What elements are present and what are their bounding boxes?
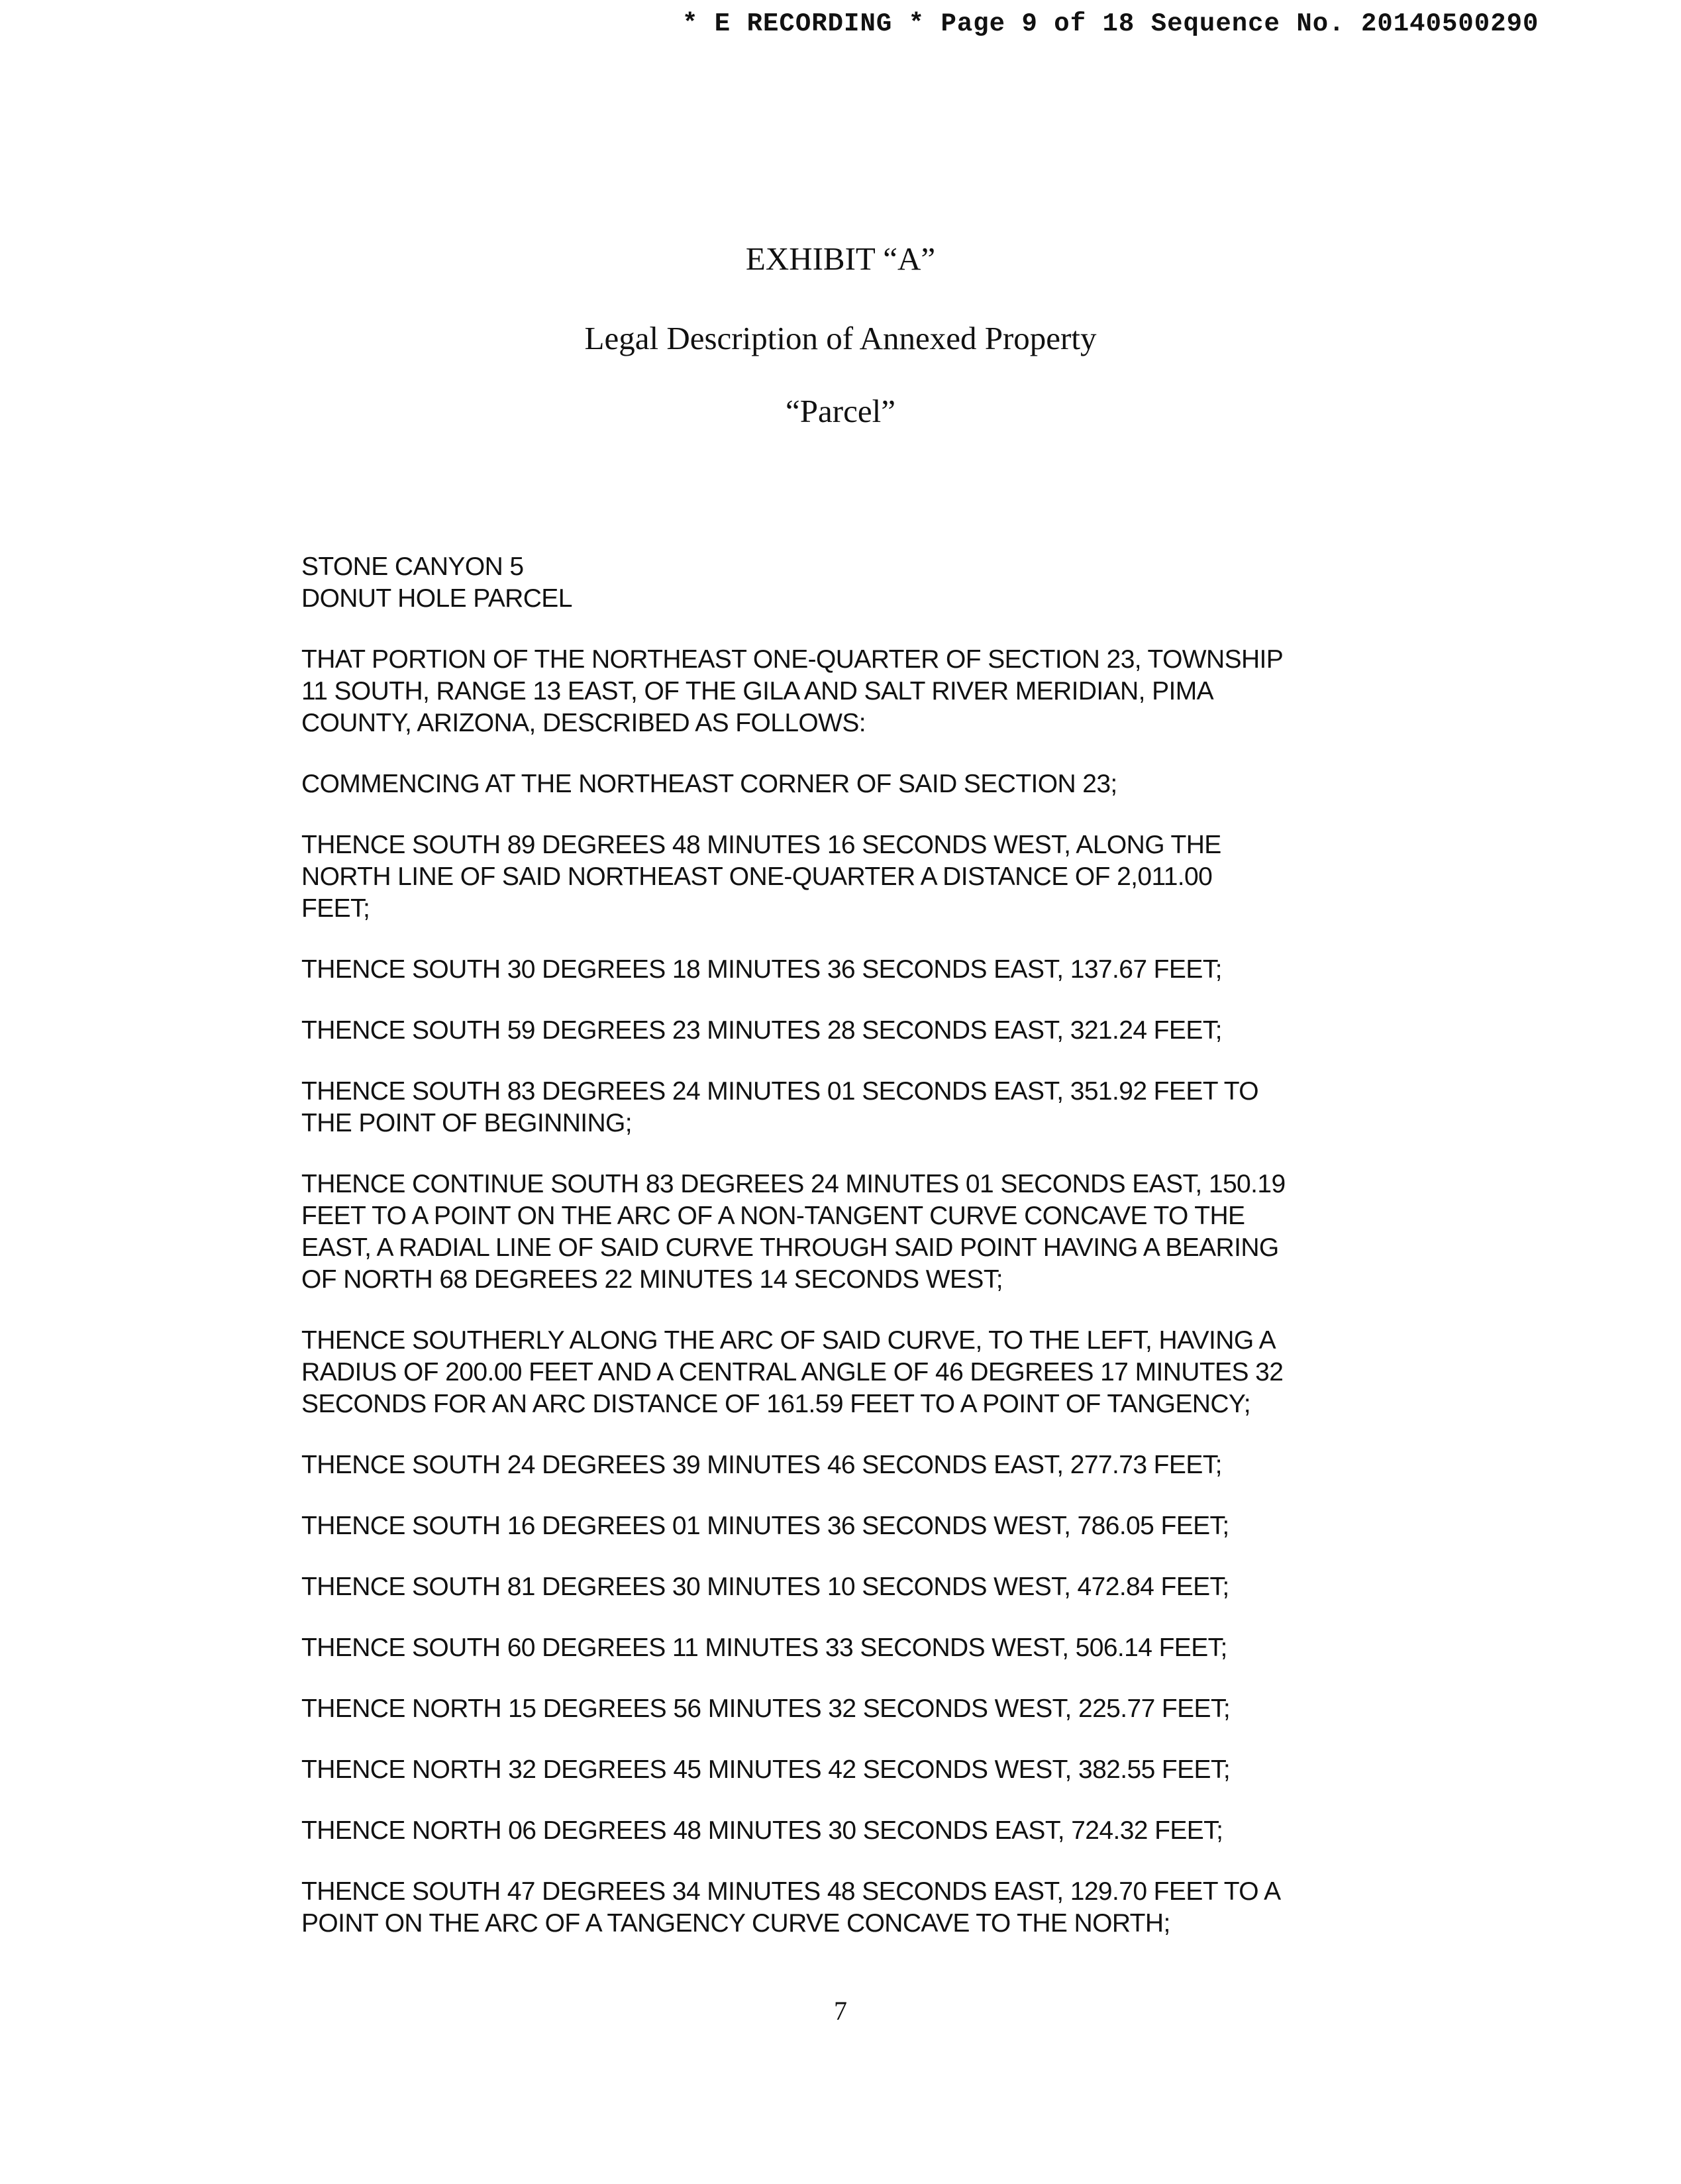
paragraph-1: THAT PORTION OF THE NORTHEAST ONE-QUARTER OF SECTION 23, TOWNSHIP 11 SOUTH, RANGE 13 EAST, OF THE GILA AND SALT RIVER MERIDIAN, PIMA COUNTY, ARIZONA, DESCRIBED AS FOLLOWS: xyxy=(301,645,1284,737)
page-number: 7 xyxy=(834,1996,847,2026)
exhibit-subtitle: Legal Description of Annexed Property xyxy=(584,320,1097,356)
paragraph-15: THENCE NORTH 06 DEGREES 48 MINUTES 30 SECONDS EAST, 724.32 FEET; xyxy=(301,1816,1223,1845)
parcel-name-line-1: STONE CANYON 5 xyxy=(301,552,524,581)
paragraph-14: THENCE NORTH 32 DEGREES 45 MINUTES 42 SECONDS WEST, 382.55 FEET; xyxy=(301,1755,1231,1784)
parcel-name-line-2: DONUT HOLE PARCEL xyxy=(301,584,572,613)
paragraph-12: THENCE SOUTH 60 DEGREES 11 MINUTES 33 SECONDS WEST, 506.14 FEET; xyxy=(301,1634,1227,1662)
exhibit-parcel-label: “Parcel” xyxy=(786,393,895,429)
paragraph-2: COMMENCING AT THE NORTHEAST CORNER OF SAID SECTION 23; xyxy=(301,770,1117,798)
paragraph-13: THENCE NORTH 15 DEGREES 56 MINUTES 32 SECONDS WEST, 225.77 FEET; xyxy=(301,1694,1231,1723)
paragraph-9: THENCE SOUTH 24 DEGREES 39 MINUTES 46 SECONDS EAST, 277.73 FEET; xyxy=(301,1451,1222,1479)
exhibit-title: EXHIBIT “A” xyxy=(745,240,936,277)
paragraph-8: THENCE SOUTHERLY ALONG THE ARC OF SAID CURVE, TO THE LEFT, HAVING A RADIUS OF 200.00 FEET AND A CENTRAL ANGLE OF 46 DEGREES 17 MINUTES 32 SECONDS FOR AN ARC DISTANCE OF 161.59 FEET TO A POINT OF TANGENCY; xyxy=(301,1326,1284,1418)
paragraph-5: THENCE SOUTH 59 DEGREES 23 MINUTES 28 SECONDS EAST, 321.24 FEET; xyxy=(301,1016,1222,1045)
paragraph-4: THENCE SOUTH 30 DEGREES 18 MINUTES 36 SECONDS EAST, 137.67 FEET; xyxy=(301,955,1222,984)
paragraph-16: THENCE SOUTH 47 DEGREES 34 MINUTES 48 SECONDS EAST, 129.70 FEET TO A POINT ON THE ARC OF A TANGENCY CURVE CONCAVE TO THE NORTH; xyxy=(301,1877,1281,1938)
paragraph-10: THENCE SOUTH 16 DEGREES 01 MINUTES 36 SECONDS WEST, 786.05 FEET; xyxy=(301,1512,1229,1540)
recording-header: * E RECORDING * Page 9 of 18 Sequence No. 20140500290 xyxy=(682,9,1539,38)
parcel-name xyxy=(301,551,1374,615)
paragraph-7: THENCE CONTINUE SOUTH 83 DEGREES 24 MINUTES 01 SECONDS EAST, 150.19 FEET TO A POINT ON THE ARC OF A NON-TANGENT CURVE CONCAVE TO THE EAST, A RADIAL LINE OF SAID CURVE THROUGH SAID POINT HAVING A BEARING OF NORTH 68 DEGREES 22 MINUTES 14 SECONDS WEST; xyxy=(301,1170,1286,1294)
paragraph-6: THENCE SOUTH 83 DEGREES 24 MINUTES 01 SECONDS EAST, 351.92 FEET TO THE POINT OF BEGINNING; xyxy=(301,1077,1259,1137)
paragraph-11: THENCE SOUTH 81 DEGREES 30 MINUTES 10 SECONDS WEST, 472.84 FEET; xyxy=(301,1573,1229,1601)
legal-description-body xyxy=(301,551,1374,1969)
paragraph-3: THENCE SOUTH 89 DEGREES 48 MINUTES 16 SECONDS WEST, ALONG THE NORTH LINE OF SAID NORTHEAST ONE-QUARTER A DISTANCE OF 2,011.00 FEET; xyxy=(301,831,1221,923)
